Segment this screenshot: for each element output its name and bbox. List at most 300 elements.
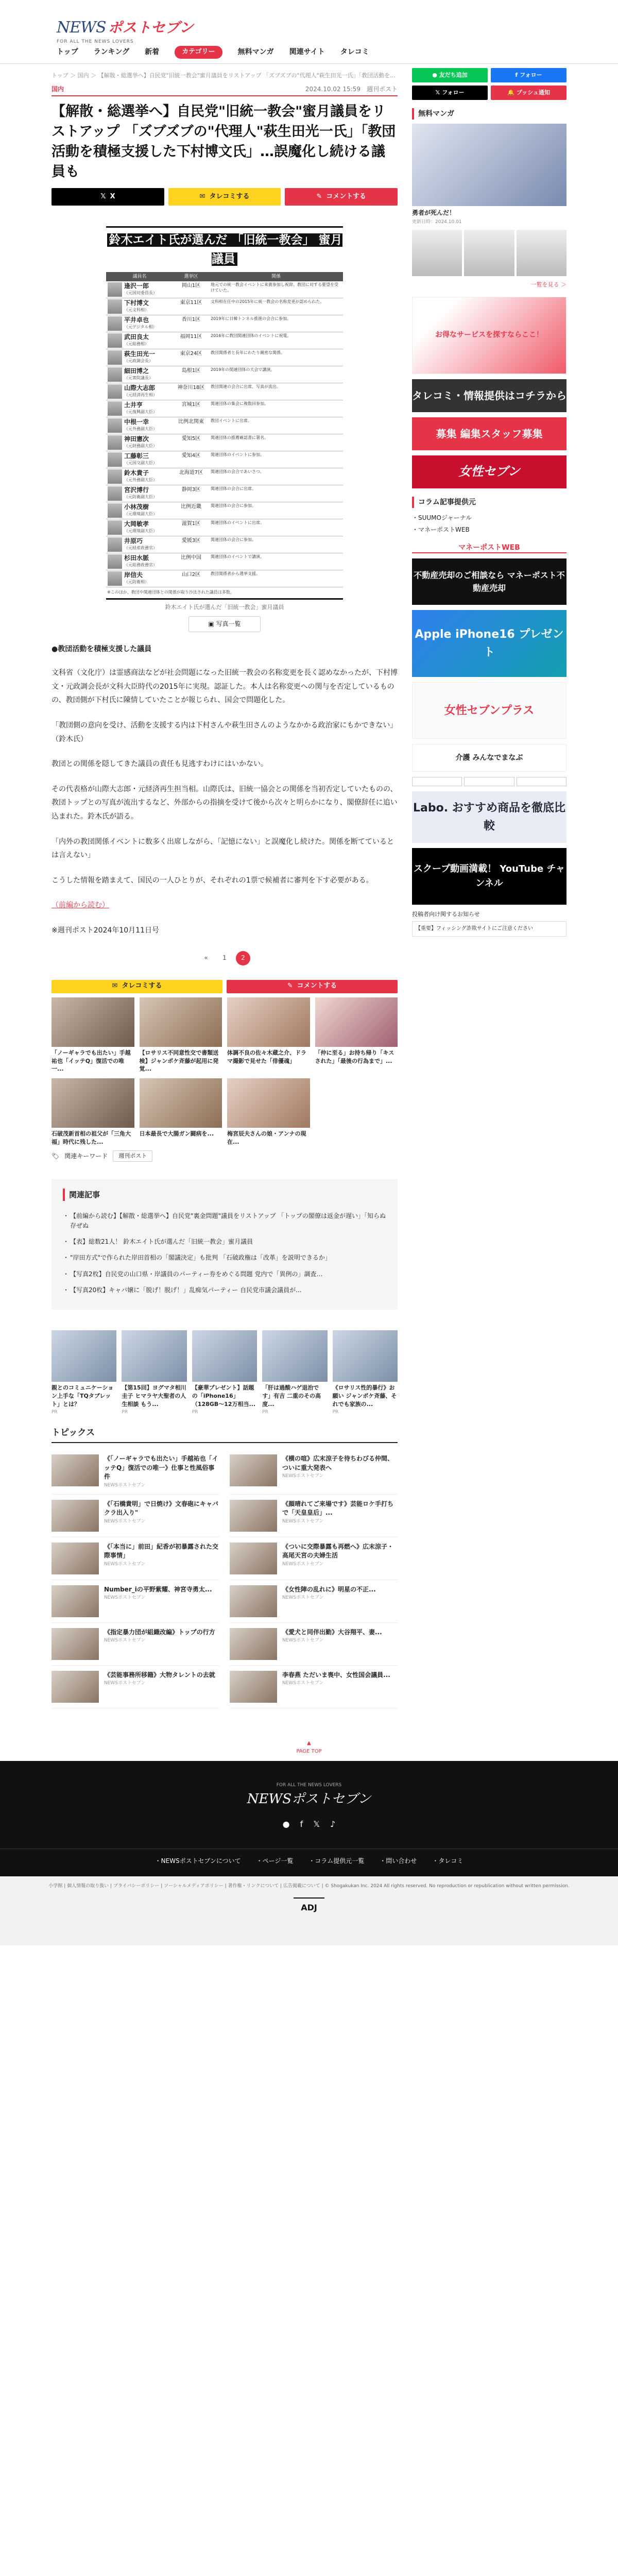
topic-item[interactable] — [230, 1580, 398, 1623]
manga-banner[interactable] — [412, 124, 566, 206]
article-category[interactable]: 国内 — [52, 85, 64, 93]
topic-thumb — [230, 1543, 277, 1574]
topic-title: 李春燕 ただいま喪中、女性国会議員... — [282, 1671, 390, 1679]
member-district: 東京24区 — [173, 349, 209, 366]
topic-source: NEWSポストセブン — [104, 1561, 146, 1567]
ad-tarekomi[interactable]: タレコミ・情報提供はコチラから — [412, 379, 566, 412]
figure-row — [106, 502, 343, 519]
x-icon[interactable]: 𝕏 — [313, 1819, 320, 1829]
member-photo — [108, 384, 122, 399]
topic-title: 《指定暴力団が組織改編》トップの行方 — [104, 1628, 215, 1636]
topic-item[interactable] — [52, 1449, 219, 1495]
member-photo — [108, 554, 122, 569]
related-articles-title: 関連記事 — [63, 1189, 386, 1201]
facebook-icon[interactable]: f — [300, 1819, 303, 1829]
member-photo — [108, 537, 122, 552]
topic-title: 《横の喧》広末涼子を待ちわびる仲間、ついに重大発表へ — [282, 1455, 394, 1471]
member-district: 香川1区 — [173, 315, 209, 332]
article-paragraph: こうした情報を踏まえて、国民の一人ひとりが、それぞれの1票で候補者に審判を下す必要がある。 — [52, 876, 373, 885]
related-photo-card[interactable] — [315, 997, 398, 1074]
member-name: 下村博文 （元文科相） — [106, 298, 173, 315]
mini-banner[interactable] — [412, 777, 462, 786]
topic-source: NEWSポストセブン — [282, 1595, 324, 1601]
topic-source: NEWSポストセブン — [282, 1561, 324, 1567]
topic-item[interactable] — [52, 1537, 219, 1580]
topic-thumb — [52, 1454, 99, 1486]
breadcrumb[interactable]: トップ ＞ 国内 ＞ 【解散・総選挙へ】自民党"旧統一教会"蜜月議員をリストアップ 「ズブズブの"代理人"萩生田光一氏」「教団活動を... — [52, 72, 396, 79]
member-district: 東京11区 — [173, 298, 209, 315]
member-title: （元経産政務官） — [124, 545, 157, 550]
pager-prev[interactable]: « — [204, 954, 208, 962]
promo-thumb — [122, 1330, 186, 1382]
topic-item[interactable] — [52, 1623, 219, 1666]
related-photo-card[interactable] — [140, 997, 222, 1074]
figure-table — [106, 272, 343, 587]
topic-thumb — [230, 1585, 277, 1617]
facebook-follow-button[interactable]: f フォロー — [491, 68, 566, 82]
member-relation: 関連団体のイベントに出席。 — [209, 519, 343, 536]
related-photo-caption: 「仲に至る」お持ち帰り「キスされた」「最後の行為まで」... — [315, 1049, 394, 1064]
figure-row — [106, 553, 343, 570]
member-name: 細田博之 （元衆院議長） — [106, 366, 173, 383]
member-title: （元国交副大臣） — [124, 460, 157, 465]
share-x-button[interactable]: 𝕏 X — [52, 188, 164, 206]
member-district: 福岡11区 — [173, 332, 209, 349]
pager-page-1[interactable]: 1 — [222, 954, 227, 962]
manga-date: 更新日時：2024.10.01 — [412, 219, 462, 225]
member-photo — [108, 401, 122, 416]
article-paragraph: 「教団側の意向を受け、活動を支援する内は下村さんや萩生田さんのようなかかる政治家にもかできない」（鈴木氏） — [52, 721, 398, 743]
related-article-link[interactable]: ・ 【表】総数21人！ 鈴木エイト氏が選んだ「旧統一教会」蜜月議員 — [63, 1234, 386, 1250]
related-photo-thumb — [315, 997, 398, 1047]
member-title: （元デジタル相） — [124, 324, 157, 329]
topic-thumb — [52, 1671, 99, 1703]
topic-thumb — [52, 1543, 99, 1574]
member-relation: 2016年に教団関連団体のイベントに祝電。 — [209, 332, 343, 349]
promo-thumb — [333, 1330, 398, 1382]
promo-card[interactable] — [333, 1330, 398, 1416]
comment-icon: ✎ — [287, 982, 293, 990]
logo-news: NEWS — [57, 19, 106, 37]
topic-source: NEWSポストセブン — [104, 1595, 146, 1601]
nav-new[interactable]: 新着 — [145, 48, 160, 57]
promo-source: PR — [332, 1409, 339, 1415]
column-heading: コラム記事提供元 — [412, 497, 566, 508]
article-title: 【解散・総選挙へ】自民党"旧統一教会"蜜月議員をリストアップ 「ズブズブの"代理人"萩生田光一氏」「教団活動を積極支援した下村博文氏」…誤魔化し続ける議員も — [52, 103, 396, 180]
article-body-tail — [52, 899, 398, 937]
figure-row — [106, 383, 343, 400]
related-photo-thumb — [227, 997, 310, 1047]
member-district: 岡山1区 — [173, 281, 209, 298]
ad-iphone16[interactable]: Apple iPhone16 プレゼント — [412, 610, 566, 677]
member-title: （元復興副大臣） — [124, 409, 157, 414]
related-photo-card[interactable] — [52, 997, 134, 1074]
pager — [52, 951, 398, 965]
member-title: （元防衛副大臣） — [124, 494, 157, 499]
related-article-link[interactable]: ・ 【前編から読む】【解散・総選挙へ】自民党"裏金問題"議員をリストアップ 「トップの閣僚は返金が遅い」「知らぬ存ぜぬ — [63, 1208, 386, 1234]
member-name: 神田憲次 （元財務副大臣） — [106, 434, 173, 451]
figure-row — [106, 468, 343, 485]
member-relation: 関連団体の会合に出席。 — [209, 485, 343, 502]
member-photo — [108, 316, 122, 331]
nav-tarekomi[interactable]: タレコミ — [340, 48, 369, 57]
promo-source: PR — [192, 1409, 198, 1415]
megaphone-icon: ✉ — [112, 982, 118, 990]
figure-caption: 鈴木エイト氏が選んだ「旧統一教会」蜜月議員 — [165, 604, 284, 611]
member-relation: 2019年に日韓トンネル推進の会合に参加。 — [209, 315, 343, 332]
member-title: （元総務相） — [124, 341, 149, 346]
member-name: 山際大志郎 （元経済再生相） — [106, 383, 173, 400]
member-district: 比例北関東 — [173, 417, 209, 434]
member-photo — [108, 520, 122, 535]
line-follow-button[interactable]: ● 友だち追加 — [412, 68, 488, 82]
figure-row — [106, 281, 343, 298]
bell-icon[interactable]: ♪ — [330, 1819, 336, 1829]
ad-youtube[interactable]: スクープ動画満載！ YouTube チャンネル — [412, 848, 566, 905]
figure-row — [106, 570, 343, 587]
member-title: （元総務政務官） — [124, 562, 157, 567]
footer-link[interactable]: ・ページ一覧 — [256, 1857, 294, 1865]
camera-icon: ▣ — [208, 620, 216, 628]
nav-top[interactable]: トップ — [57, 48, 78, 57]
promo-caption: 【第15回】ヨグマタ相川圭子 ヒマラヤ大聖者の人生相談 もう... — [122, 1384, 186, 1408]
comment-button[interactable]: ✎ コメントする — [285, 188, 398, 206]
related-articles — [52, 1179, 398, 1310]
member-title: （元政調会長） — [124, 358, 153, 363]
page-top-link[interactable]: ▲ PAGE TOP — [0, 1739, 618, 1756]
member-relation: 関連団体のイベントに参加。 — [209, 451, 343, 468]
member-district: 神奈川18区 — [173, 383, 209, 400]
member-name: 杉田水脈 （元総務政務官） — [106, 553, 173, 570]
member-photo — [108, 435, 122, 450]
nav-free-manga[interactable]: 無料マンガ — [237, 48, 274, 57]
promo-thumb — [52, 1330, 116, 1382]
article-meta — [52, 84, 398, 96]
topic-title: 《女性陣の乱れに》明星の不正... — [282, 1585, 376, 1593]
member-photo — [108, 350, 122, 365]
member-photo — [108, 282, 122, 297]
promo-caption: 【豪華プレゼント】話題の「iPhone16」（128GB～12万相当... — [192, 1384, 256, 1408]
col-desc: 関係 — [209, 272, 343, 281]
x-follow-button[interactable]: 𝕏 フォロー — [412, 86, 488, 100]
member-district: 滋賀1区 — [173, 519, 209, 536]
member-name: 平井卓也 （元デジタル相） — [106, 315, 173, 332]
promo-thumb — [192, 1330, 257, 1382]
nav-related-sites[interactable]: 関連サイト — [289, 48, 325, 57]
topic-source: NEWSポストセブン — [104, 1518, 146, 1524]
promo-card[interactable] — [262, 1330, 327, 1416]
article-paragraph: 「内外の教団関係イベントに数多く出席しながら、「記憶にない」と誤魔化し続けた。関係を断てているとは言えない」 — [52, 837, 394, 860]
member-name: 大岡敏孝 （元環境副大臣） — [106, 519, 173, 536]
member-relation: 文科相在任中の2015年に統一教会の名称変更が認められた。 — [209, 298, 343, 315]
figure-row — [106, 349, 343, 366]
comment-icon: ✎ — [316, 192, 322, 200]
promo-source: PR — [262, 1409, 268, 1415]
related-photo-thumb — [140, 1078, 222, 1128]
promo-source: PR — [122, 1409, 128, 1415]
member-district: 山口2区 — [173, 570, 209, 587]
mini-banner[interactable] — [464, 777, 514, 786]
figure-row — [106, 485, 343, 502]
member-relation: 関連団体の会合であいさつ。 — [209, 468, 343, 485]
member-district: 宮城1区 — [173, 400, 209, 417]
column-item[interactable]: ・ マネーポストWEB — [412, 524, 566, 536]
related-photo-caption: 体調不良の佐々木蔵之介、ドラマ撮影で見せた「俳優魂」 — [227, 1049, 306, 1064]
related-photo-card[interactable] — [52, 1078, 134, 1146]
topic-thumb — [230, 1671, 277, 1703]
member-title: （元衆院議長） — [124, 375, 153, 380]
member-district: 比例近畿 — [173, 502, 209, 519]
article-paragraph: その代表格が山際大志郎・元経済再生担当相。山際氏は、旧統一協会との関係を当初否定していたものの、教団トップとの写真が流出するなど、外部からの指摘を受けて後から次々と明らかになり、閣僚辞任に追い込まれた。鈴木氏が語る。 — [52, 785, 398, 821]
article-figure[interactable] — [106, 226, 343, 600]
member-photo — [108, 333, 122, 348]
related-photo-thumb — [140, 997, 222, 1047]
share-row-bottom — [52, 980, 398, 993]
member-name: 井原巧 （元経産政務官） — [106, 536, 173, 553]
member-relation: 地元での統一教会イベントに来賓参加し祝辞。教団に対する要望を受けていた。 — [209, 281, 343, 298]
member-district: 愛知4区 — [173, 451, 209, 468]
main-column — [52, 68, 398, 1708]
topic-item[interactable] — [230, 1495, 398, 1537]
figure-note: ※このほか、教団や関連団体との関係が取り沙汰された議員は多数。 — [106, 587, 343, 600]
member-title: （元外務副大臣） — [124, 426, 157, 431]
member-name: 土井亨 （元復興副大臣） — [106, 400, 173, 417]
topic-title: 《「ノーギャラでも出たい」手越祐也「イッテQ」復活での唯一》仕事と性風俗事件 — [104, 1455, 218, 1481]
promo-caption: 親とのコミュニケーション上手な「TQタブレット」とは？ — [52, 1384, 114, 1408]
figure-row — [106, 536, 343, 553]
footer-link[interactable]: ・コラム提供元一覧 — [308, 1857, 365, 1865]
topic-title: Number_iの平野紫耀、神宮寺勇太... — [104, 1585, 212, 1593]
side-link[interactable]: 投稿者向け関するお知らせ — [412, 911, 480, 918]
promo-card[interactable] — [192, 1330, 257, 1416]
promo-card[interactable] — [122, 1330, 186, 1416]
promo-caption: 「肝は過酸ハゲ退治です」有吉 二重のその高度... — [262, 1384, 321, 1408]
manga-more-link[interactable]: 一覧を見る ＞ — [530, 281, 566, 288]
member-name: 鈴木貴子 （元外務副大臣） — [106, 468, 173, 485]
member-district: 比例中国 — [173, 553, 209, 570]
related-photo-caption: 梅宮辰夫さんの娘・アンナの現在... — [227, 1130, 306, 1146]
figure-row — [106, 332, 343, 349]
figure-heading: 鈴木エイト氏が選んだ 「旧統一教会」 蜜月議員 — [106, 226, 343, 272]
logo-tagline: FOR ALL THE NEWS LOVERS — [57, 39, 134, 44]
first-page-link[interactable]: （前編から読む） — [52, 901, 109, 910]
ad-labo[interactable]: Labo. おすすめ商品を徹底比較 — [412, 791, 566, 843]
topics-title: トピックス — [52, 1426, 398, 1443]
column-item[interactable]: ・ SUUMOジャーナル — [412, 512, 566, 524]
topic-source: NEWSポストセブン — [104, 1681, 146, 1686]
footer-tagline: FOR ALL THE NEWS LOVERS — [276, 1782, 342, 1788]
legal: 小学館 | 個人情報の取り扱い | プライバシーポリシー | ソーシャルメディアポリシー | 著作権・リンクについて | 広告掲載について | © Shogakukan Inc. 2024 All rights reserved. No reproduction or republication without written permission. ADJ — [0, 1876, 618, 1945]
push-notify-button[interactable]: 🔔 プッシュ通知 — [491, 86, 566, 100]
ad-service[interactable]: お得なサービスを探すならここ！ — [412, 297, 566, 374]
moneypost-banner[interactable]: マネーポストWEB — [412, 543, 566, 553]
ad-recruit[interactable]: 募集 編集スタッフ募集 — [412, 417, 566, 450]
member-name: 逢沢一郎 （元国対委員長） — [106, 281, 173, 298]
share-row-top — [52, 188, 398, 206]
member-title: （元防衛相） — [124, 579, 149, 584]
article-date: 2024.10.02 15:59 週刊ポスト — [305, 85, 398, 93]
related-photo-caption: 日本最長で大腸ガン闘病を... — [139, 1130, 214, 1138]
figure-row — [106, 315, 343, 332]
topic-title: 《芸能事務所移籍》大物タレントの去就 — [104, 1671, 215, 1679]
member-district: 愛知5区 — [173, 434, 209, 451]
member-name: 岸信夫 （元防衛相） — [106, 570, 173, 587]
related-article-link[interactable]: ・ 【写真2枚】自民党の山口県・岸議員のパーティー券をめぐる問題 党内で「異例の」調査… — [63, 1266, 386, 1282]
adj-logo[interactable]: ADJ — [294, 1897, 324, 1914]
member-district: 島根1区 — [173, 366, 209, 383]
footer-link[interactable]: ・NEWSポストセブンについて — [154, 1857, 241, 1865]
article-paragraph: 文科省（文化庁）は霊感商法などが社会問題になった旧統一教会の名称変更を長く認めなかったが、下村博文・元政調会長が文科大臣時代の2015年に実現。認証した。本人は名称変更への関与を否定しているものの、教団側が下村氏に陳情していたことが報じられ、国会で問題化した。 — [52, 669, 398, 705]
related-photo-thumb — [52, 1078, 134, 1128]
topic-source: NEWSポストセブン — [282, 1473, 324, 1479]
site-footer — [0, 1761, 618, 1876]
member-relation: 2019年の関連団体の大会で講演。 — [209, 366, 343, 383]
related-photo-thumb — [52, 997, 134, 1047]
related-photo-caption: 石破茂新首相の祖父が「三角大福」時代に残した... — [52, 1130, 131, 1146]
manga-name[interactable]: 勇者が死んだ！ — [412, 209, 456, 217]
topic-item[interactable] — [52, 1580, 219, 1623]
related-article-link[interactable]: ・ "岸田方式"で作られた岸田首相の「閣議決定」も批判 「石破政権は「改革」を説明できるか」 — [63, 1250, 386, 1266]
footer-link[interactable]: ・問い合わせ — [380, 1857, 417, 1865]
footer-logo[interactable]: NEWSポストセブン — [247, 1791, 371, 1807]
member-name: 武田良太 （元総務相） — [106, 332, 173, 349]
member-relation: 関連団体の集会に複数回参加。 — [209, 400, 343, 417]
member-relation: 教団関係者と長年にわたり親密な関係。 — [209, 349, 343, 366]
member-photo — [108, 503, 122, 518]
topic-source: NEWSポストセブン — [104, 1482, 146, 1488]
member-relation: 関連団体の会合に参加。 — [209, 502, 343, 519]
member-name: 萩生田光一 （元政調会長） — [106, 349, 173, 366]
related-photo-caption: 「ノーギャラでも出たい」手越祐也「イッテQ」復活での唯一... — [52, 1049, 131, 1073]
topics — [52, 1426, 398, 1708]
topic-thumb — [230, 1500, 277, 1532]
member-photo — [108, 452, 122, 467]
related-photo-card[interactable] — [227, 997, 310, 1074]
member-name: 中根一幸 （元外務副大臣） — [106, 417, 173, 434]
footer-link[interactable]: ・タレコミ — [432, 1857, 464, 1865]
topic-item[interactable] — [230, 1537, 398, 1580]
related-photo-thumb — [227, 1078, 310, 1128]
article-paragraph: 教団との関係を隠してきた議員の責任も見逃すわけにはいかない。 — [52, 760, 268, 769]
figure-row — [106, 434, 343, 451]
keywords-label: 関連キーワード — [64, 1152, 108, 1160]
article-body — [52, 666, 398, 887]
manga-strip[interactable] — [412, 230, 566, 276]
figure-row — [106, 400, 343, 417]
promo-source: PR — [52, 1409, 58, 1415]
arrow-up-icon: ▲ — [307, 1740, 311, 1746]
member-title: （元文科相） — [124, 307, 149, 312]
topic-thumb — [230, 1454, 277, 1486]
member-photo — [108, 367, 122, 382]
member-photo — [108, 299, 122, 314]
figure-row — [106, 417, 343, 434]
tag-icon: 🏷 — [52, 1152, 60, 1160]
topic-thumb — [52, 1585, 99, 1617]
ad-josei-seven-plus[interactable]: 女性セブンプラス — [412, 682, 566, 739]
member-relation: 関連団体のイベントで講演。 — [209, 553, 343, 570]
article-subhead: ●教団活動を積極支援した議員 — [52, 645, 152, 653]
ad-real-estate[interactable]: 不動産売却のご相談なら マネーポスト不動産売却 — [412, 558, 566, 605]
photo-list-button[interactable]: ▣ 写真一覧 — [188, 616, 261, 632]
topic-source: NEWSポストセブン — [282, 1518, 324, 1524]
nav-ranking[interactable]: ランキング — [93, 48, 130, 57]
col-name: 議員名 — [106, 272, 173, 281]
ad-kaigo[interactable]: 介護 みんなでまなぶ — [412, 744, 566, 772]
member-title: （元国対委員長） — [124, 290, 157, 295]
topic-item[interactable] — [52, 1495, 219, 1537]
member-relation: 教団イベントに出席。 — [209, 417, 343, 434]
topic-title: 《「石橋貴明」で日焼け》文春砲にキャバクラ出入り" — [104, 1500, 219, 1517]
line-icon: ● — [432, 72, 437, 79]
member-relation: 関連団体の推薦確認書に署名。 — [209, 434, 343, 451]
figure-row — [106, 366, 343, 383]
topic-thumb — [52, 1628, 99, 1660]
x-icon: 𝕏 — [100, 192, 106, 200]
topic-item[interactable] — [230, 1623, 398, 1666]
member-district: 北海道7区 — [173, 468, 209, 485]
topic-source: NEWSポストセブン — [104, 1638, 146, 1643]
nav-category[interactable]: カテゴリー — [175, 46, 222, 59]
pager-page-2[interactable]: 2 — [236, 951, 250, 965]
topic-title: 《ついに交際暴露も再燃へ》広末涼子・高尾天宮の夫婦生活 — [282, 1543, 394, 1560]
column-list — [412, 512, 566, 536]
member-name: 宮沢博行 （元防衛副大臣） — [106, 485, 173, 502]
topic-source: NEWSポストセブン — [282, 1681, 324, 1686]
tarekomi-button[interactable]: ✉ タレコミする — [168, 188, 281, 206]
topic-item[interactable] — [230, 1449, 398, 1495]
related-photos — [52, 997, 398, 1147]
member-relation: 関連団体の会合に参加。 — [209, 536, 343, 553]
topic-item[interactable] — [52, 1666, 219, 1708]
site-header — [0, 0, 618, 44]
keywords — [52, 1150, 398, 1162]
sidebar — [412, 68, 566, 1708]
topic-title: 《愛犬と同伴出勤》大谷翔平、妻... — [282, 1628, 382, 1636]
promo-card[interactable] — [52, 1330, 116, 1416]
logo-postseven: ポストセブン — [108, 19, 194, 36]
manga-heading: 無料マンガ — [412, 108, 566, 120]
member-district: 静岡3区 — [173, 485, 209, 502]
comment-button-bottom[interactable]: ✎ コメントする — [227, 980, 398, 993]
figure-row — [106, 298, 343, 315]
site-logo[interactable] — [57, 15, 618, 40]
bell-icon: 🔔 — [507, 89, 514, 96]
related-article-link[interactable]: ・ 【写真20枚】キャバ嬢に「脱げ！脱げ！」乱痴気パーティー 自民党市議会議員が... — [63, 1282, 386, 1298]
info-box[interactable]: 【重要】フィッシング詐欺サイトにご注意ください — [412, 921, 566, 937]
member-relation: 教団関連の会合に出席、写真が流出。 — [209, 383, 343, 400]
member-title: （元経済再生相） — [124, 392, 157, 397]
mini-banner[interactable] — [517, 777, 566, 786]
related-photo-card[interactable] — [227, 1078, 310, 1146]
keyword-chip[interactable]: 週刊ポスト — [113, 1150, 152, 1162]
member-name: 小林茂樹 （元環境副大臣） — [106, 502, 173, 519]
member-photo — [108, 418, 122, 433]
promo-thumb — [262, 1330, 327, 1382]
tarekomi-button-bottom[interactable]: ✉ タレコミする — [52, 980, 222, 993]
topic-thumb — [52, 1500, 99, 1532]
line-icon[interactable]: ● — [282, 1819, 290, 1829]
member-title: （元環境副大臣） — [124, 528, 157, 533]
topic-source: NEWSポストセブン — [282, 1638, 324, 1643]
member-photo — [108, 571, 122, 586]
topic-item[interactable] — [230, 1666, 398, 1708]
topic-title: 《「本当に」前田」紀香が初暴露された交際事情」 — [104, 1543, 219, 1560]
related-photo-card[interactable] — [140, 1078, 222, 1146]
topic-thumb — [230, 1628, 277, 1660]
ad-josei-seven[interactable]: 女性セブン — [412, 455, 566, 488]
figure-row — [106, 451, 343, 468]
